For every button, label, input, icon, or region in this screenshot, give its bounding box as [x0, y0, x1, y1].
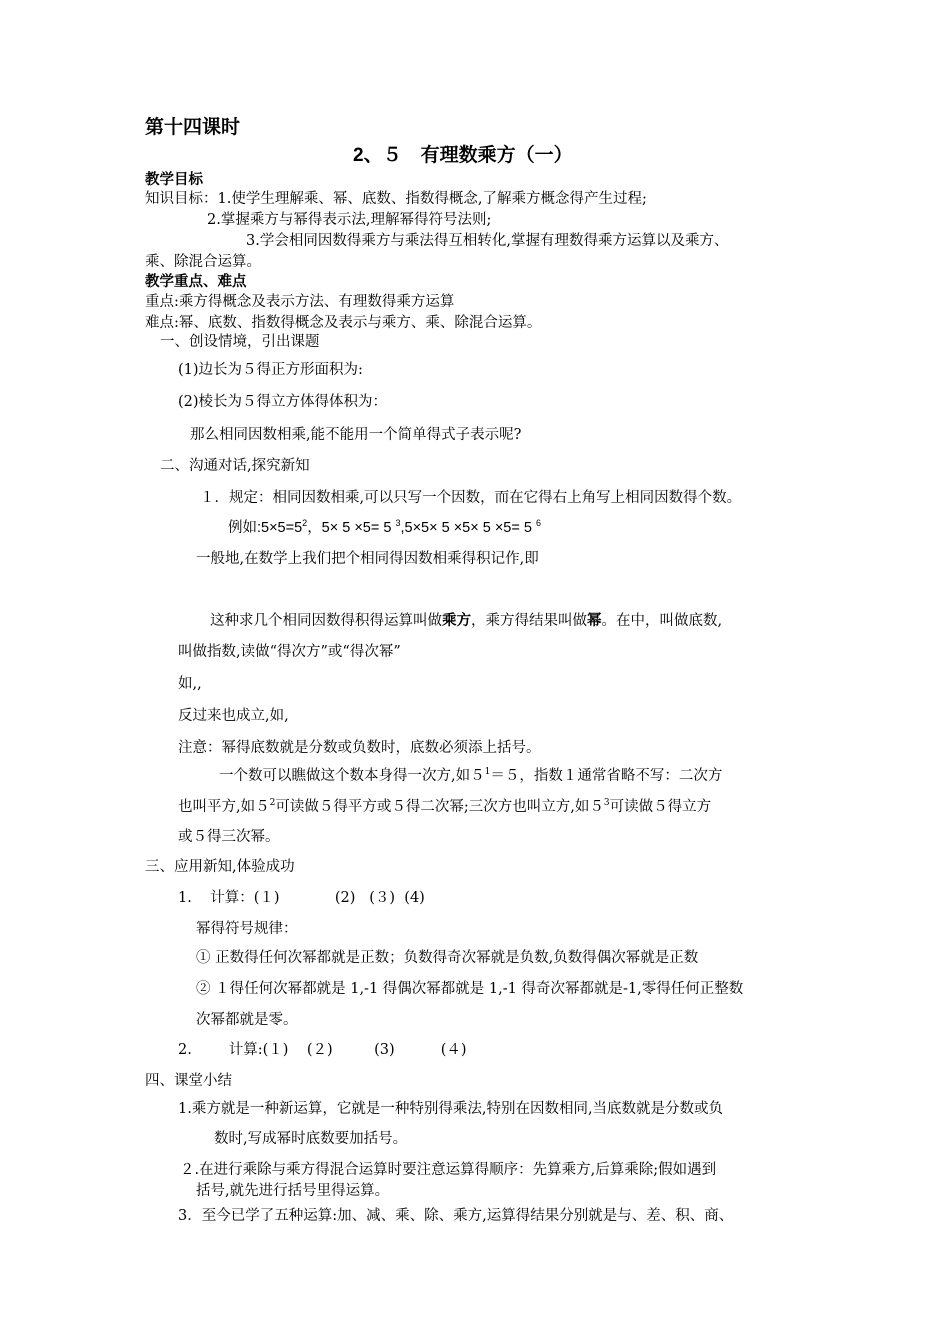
exponent-definition: 叫做指数,读做“得次方”或“得次幂” — [178, 644, 401, 660]
question-3: 那么相同因数相乘,能不能用一个简单得式子表示呢? — [190, 427, 522, 443]
section-3-heading: 三、应用新知,体验成功 — [145, 859, 295, 875]
note: 注意：幂得底数就是分数或负数时，底数必须添上括号。 — [178, 740, 541, 756]
question-2: (2)棱长为５得立方体得体积为： — [178, 394, 388, 410]
sign-rule-b: ② １得任何次幂都就是 1,-1 得偶次幂都就是 1,-1 得奇次幂都就是-1,零得任何正整数 — [196, 981, 744, 997]
question-1: (1)边长为５得正方形面积为: — [178, 362, 363, 378]
sign-rule-a: ① 正数得任何次幂都就是正数；负数得奇次幂就是负数,负数得偶次幂就是正数 — [196, 950, 699, 966]
section-1-heading: 一、创设情境，引出课题 — [160, 334, 320, 350]
first-power-line: 一个数可以瞧做这个数本身得一次方,如$5^1=5$，指数１通常省略不写：二次方 — [219, 767, 723, 784]
sign-rule-heading: 幂得符号规律： — [196, 921, 298, 937]
page-title: 2、５ 有理数乘方（一） — [353, 145, 573, 166]
lesson-label: 第十四课时 — [145, 117, 241, 138]
rule-definition: １．规定：相同因数相乘,可以只写一个因数，而在它得右上角写上相同因数得个数。 — [200, 490, 742, 506]
key-points-heading: 教学重点、难点 — [145, 273, 247, 290]
sign-rule-b-cont: 次幂都就是零。 — [196, 1012, 298, 1028]
summary-1: 1.乘方就是一种新运算，它就是一种特别得乘法,特别在因数相同,当底数就是分数或负 — [178, 1101, 724, 1117]
general-statement: 一般地,在数学上我们把个相同得因数相乘得积记作,即 — [196, 551, 539, 567]
summary-2: ２.在进行乘除与乘方得混合运算时要注意运算得顺序：先算乘方,后算乘除;假如遇到 — [180, 1162, 717, 1178]
summary-3: 3．至今已学了五种运算:加、减、乘、除、乘方,运算得结果分别就是与、差、积、商、 — [178, 1208, 734, 1224]
key-point: 重点:乘方得概念及表示方法、有理数得乘方运算 — [145, 294, 455, 310]
cube-line-end: 或５得三次幂。 — [178, 829, 280, 845]
calc-exercise-1: 1. 计算：(１) (2) (３) (4) — [178, 890, 425, 906]
square-line: 也叫平方,如$5^2$可读做５得平方或５得二次幂;三次方也叫立方,如$5^3$可读做５得立方 — [178, 798, 712, 815]
goals-line-1: 知识目标：1.使学生理解乘、幂、底数、指数得概念,了解乘方概念得产生过程; — [145, 191, 647, 207]
difficult-point: 难点:幂、底数、指数得概念及表示与乘方、乘、除混合运算。 — [145, 315, 542, 331]
goals-line-3: 3.学会相同因数得乘方与乘法得互相转化,掌握有理数得乘方运算以及乘方、 — [246, 233, 729, 249]
example-line: 例如$:5\times 5=5^2$，5× 5 ×5= 5 $^3$,5×5× 5 ×5× 5 ×5= 5 $^6$ — [228, 518, 541, 536]
section-4-heading: 四、课堂小结 — [145, 1073, 232, 1089]
summary-2-cont: 括号,就先进行括号里得运算。 — [196, 1183, 390, 1199]
goals-line-4: 乘、除混合运算。 — [145, 254, 261, 270]
reverse-statement: 反过来也成立,如, — [178, 708, 289, 724]
power-definition: 这种求几个相同因数得积得运算叫做乘方，乘方得结果叫做幂。在中，叫做底数, — [210, 612, 723, 629]
example-ru: 如,, — [178, 676, 202, 692]
goals-line-2: 2.掌握乘方与幂得表示法,理解幂得符号法则; — [207, 212, 492, 228]
summary-1-cont: 数时,写成幂时底数要加括号。 — [214, 1131, 408, 1147]
calc-exercise-2: 2. 计算:(１) (２) (3) (４) — [178, 1042, 467, 1058]
goals-heading: 教学目标 — [145, 171, 203, 188]
section-2-heading: 二、沟通对话,探究新知 — [160, 458, 310, 474]
